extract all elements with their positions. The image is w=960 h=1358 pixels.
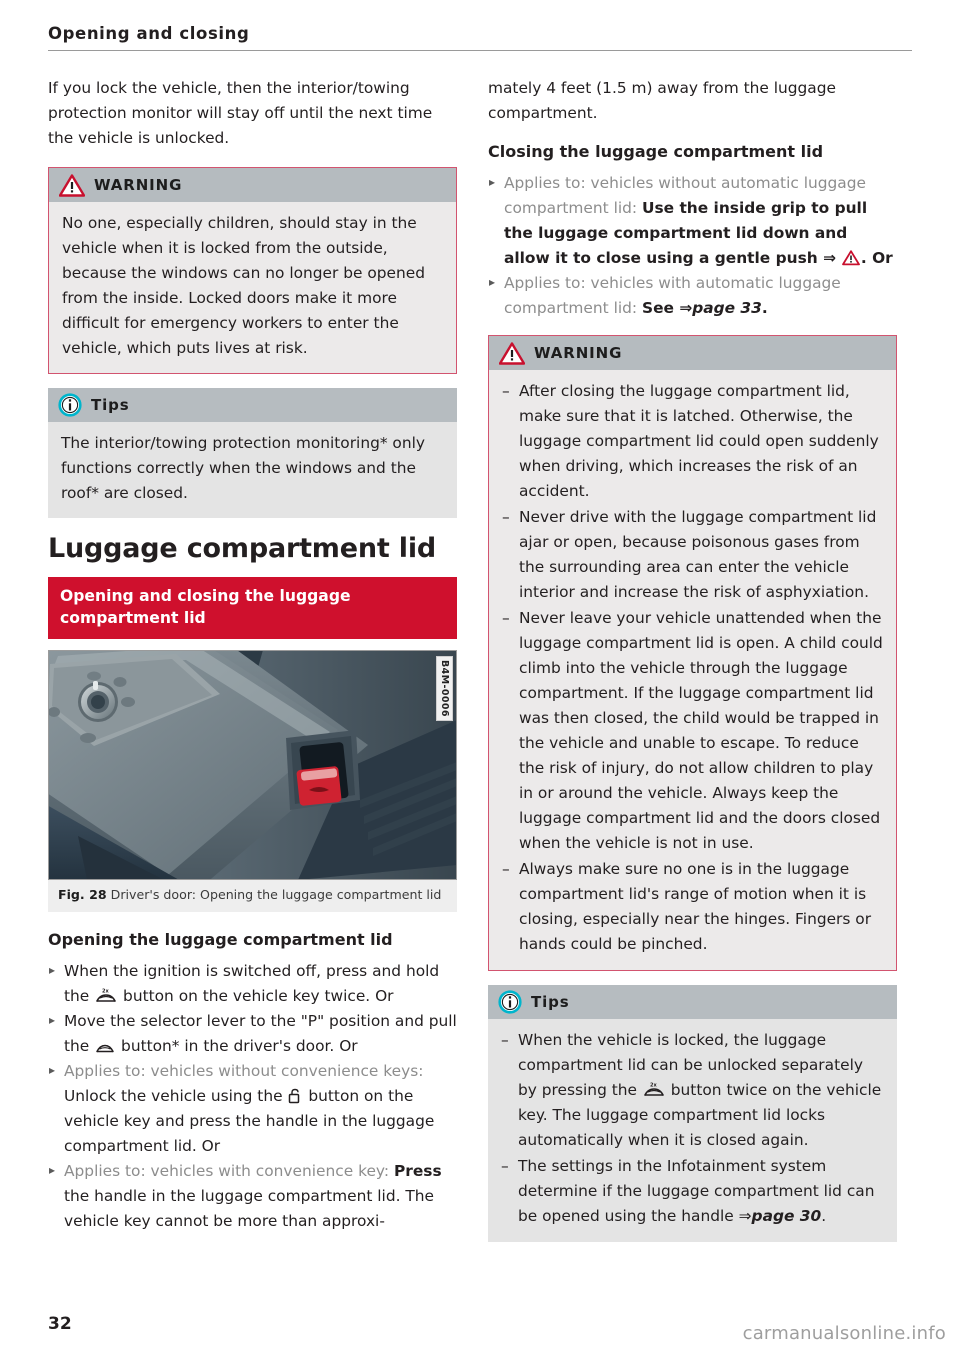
figure-code-label: B4M-0006 xyxy=(436,656,453,721)
step-tail: . xyxy=(761,299,768,317)
callout-header xyxy=(48,388,457,422)
unlock-padlock-icon xyxy=(288,1088,302,1104)
page-header xyxy=(48,24,912,51)
warning-triangle-icon xyxy=(499,342,525,365)
step-text-after: button on the vehicle key and press the handle in the luggage compartment lid. Or xyxy=(64,1087,435,1155)
step-bold-text: See xyxy=(641,299,680,317)
step-tail: . Or xyxy=(860,249,893,267)
applies-to-condition: Applies to: vehicles without automatic luggage compartment lid: xyxy=(504,174,866,217)
warning-items-list xyxy=(502,379,883,957)
trunk-release-icon xyxy=(95,1042,115,1054)
callout-header xyxy=(49,168,456,202)
step-text-after: the handle in the luggage compartment lid. The vehicle key cannot be more than approxi- xyxy=(64,1187,435,1230)
trunk-release-2x-icon xyxy=(643,1081,665,1098)
tip-text-after: button twice on the vehicle key. The luggage compartment lid locks automatically when it is closed again. xyxy=(518,1081,882,1149)
subsection-title-opening: Opening the luggage compartment lid xyxy=(48,930,393,949)
opening-steps-list xyxy=(48,959,457,1234)
tip-text-before: The settings in the Infotainment system determine if the luggage compartment lid can be opened using the handle xyxy=(518,1157,875,1225)
step-text-after: button on the vehicle key twice. Or xyxy=(118,987,394,1005)
list-item: – Never leave your vehicle unattended when the luggage compartment lid is open. A child could climb into the vehicle through the luggage compartment. If the luggage compartment lid was then closed, the child would be trapped in the vehicle and unable to escape. To reduce the risk of injury, do not allow children to play in or around the vehicle. Always keep the luggage compartment lid and the doors closed when the vehicle is not in use. xyxy=(502,606,883,856)
info-circle-icon xyxy=(498,990,522,1014)
right-column xyxy=(488,76,897,1256)
trunk-release-2x-icon xyxy=(95,987,117,1004)
tips-callout-left xyxy=(48,388,457,518)
figure-caption-text: Driver's door: Opening the luggage compartment lid xyxy=(110,887,442,902)
warning-triangle-icon xyxy=(59,174,85,197)
list-item: – Never drive with the luggage compartment lid ajar or open, because poisonous gases from the surrounding area can enter the vehicle interior and increase the risk of asphyxiation. xyxy=(502,505,883,605)
step-text-before: When the ignition is switched off, press and hold the xyxy=(64,962,440,1005)
section-title: Luggage compartment lid xyxy=(48,533,437,564)
list-item: – Always make sure no one is in the luggage compartment lid's range of motion when it is closing, especially near the hinges. Fingers or hands could be pinched. xyxy=(502,857,883,957)
arrow-ref-icon: ⇒ xyxy=(738,1207,752,1225)
callout-body xyxy=(489,370,896,970)
applies-to-condition: Applies to: vehicles without convenience keys: xyxy=(64,1062,424,1080)
list-item xyxy=(48,959,457,1009)
page-cross-reference[interactable]: page 33 xyxy=(692,299,762,317)
figure-caption xyxy=(48,880,457,912)
callout-body xyxy=(488,1019,897,1242)
left-column xyxy=(48,76,457,1234)
step-bold-lead: Press xyxy=(393,1162,442,1180)
step-text-before: Unlock the vehicle using the xyxy=(64,1087,288,1105)
page-number: 32 xyxy=(48,1314,72,1334)
watermark: carmanualsonline.info xyxy=(742,1323,946,1344)
step-text-before: Move the selector lever to the "P" position and pull the xyxy=(64,1012,457,1055)
svg-text:2x: 2x xyxy=(102,988,109,995)
list-item xyxy=(501,1154,884,1229)
tip-text-after: . xyxy=(821,1207,827,1225)
callout-label: WARNING xyxy=(534,344,623,362)
intro-paragraph: If you lock the vehicle, then the interior/towing protection monitor will stay off until the next time the vehicle is unlocked. xyxy=(48,79,433,147)
arrow-ref-icon: ⇒ xyxy=(823,249,836,267)
header-divider xyxy=(48,50,912,51)
list-item xyxy=(488,171,897,271)
callout-body: No one, especially children, should stay in the vehicle when it is locked from the outside, because the windows can no longer be opened from the inside. Locked doors make it more difficult for emergency workers to enter the vehicle, which puts lives at risk. xyxy=(49,202,456,373)
warning-callout-left xyxy=(48,167,457,374)
red-banner-heading: Opening and closing the luggage compartment lid xyxy=(48,577,457,639)
callout-label: WARNING xyxy=(94,176,183,194)
list-item xyxy=(48,1009,457,1059)
applies-to-condition: Applies to: vehicles with automatic luggage compartment lid: xyxy=(504,274,841,317)
figure-28 xyxy=(48,650,457,912)
warning-callout-right xyxy=(488,335,897,971)
step-bold-text: Use the inside grip to pull the luggage compartment lid down and allow it to close using a gentle push xyxy=(504,199,868,267)
tips-callout-right xyxy=(488,985,897,1242)
step-text-after: button* in the driver's door. Or xyxy=(116,1037,358,1055)
info-circle-icon xyxy=(58,393,82,417)
warning-triangle-small-icon xyxy=(842,250,860,266)
tip-text-before: When the vehicle is locked, the luggage compartment lid can be unlocked separately by pressing the xyxy=(518,1031,863,1099)
figure-image xyxy=(48,650,457,880)
continued-paragraph: mately 4 feet (1.5 m) away from the luggage compartment. xyxy=(488,79,836,122)
figure-number: Fig. 28 xyxy=(58,887,107,902)
tips-items-list xyxy=(501,1028,884,1229)
closing-steps-list xyxy=(488,171,897,321)
list-item xyxy=(48,1159,457,1234)
callout-header xyxy=(488,985,897,1019)
page-title: Opening and closing xyxy=(48,24,250,43)
callout-label: Tips xyxy=(91,396,130,414)
list-item xyxy=(501,1028,884,1153)
page-cross-reference[interactable]: page 30 xyxy=(751,1207,822,1225)
svg-text:2x: 2x xyxy=(649,1082,657,1089)
arrow-ref-icon: ⇒ xyxy=(679,299,693,317)
callout-body: The interior/towing protection monitoring* only functions correctly when the windows and the roof* are closed. xyxy=(48,422,457,518)
callout-header xyxy=(489,336,896,370)
list-item: – After closing the luggage compartment lid, make sure that it is latched. Otherwise, the luggage compartment lid could open suddenly when driving, which increases the risk of an accident. xyxy=(502,379,883,504)
list-item xyxy=(48,1059,457,1159)
applies-to-condition: Applies to: vehicles with convenience key: xyxy=(64,1162,394,1180)
subsection-title-closing: Closing the luggage compartment lid xyxy=(488,142,824,161)
drivers-door-panel-illustration xyxy=(48,650,457,880)
list-item xyxy=(488,271,897,321)
callout-label: Tips xyxy=(531,993,570,1011)
